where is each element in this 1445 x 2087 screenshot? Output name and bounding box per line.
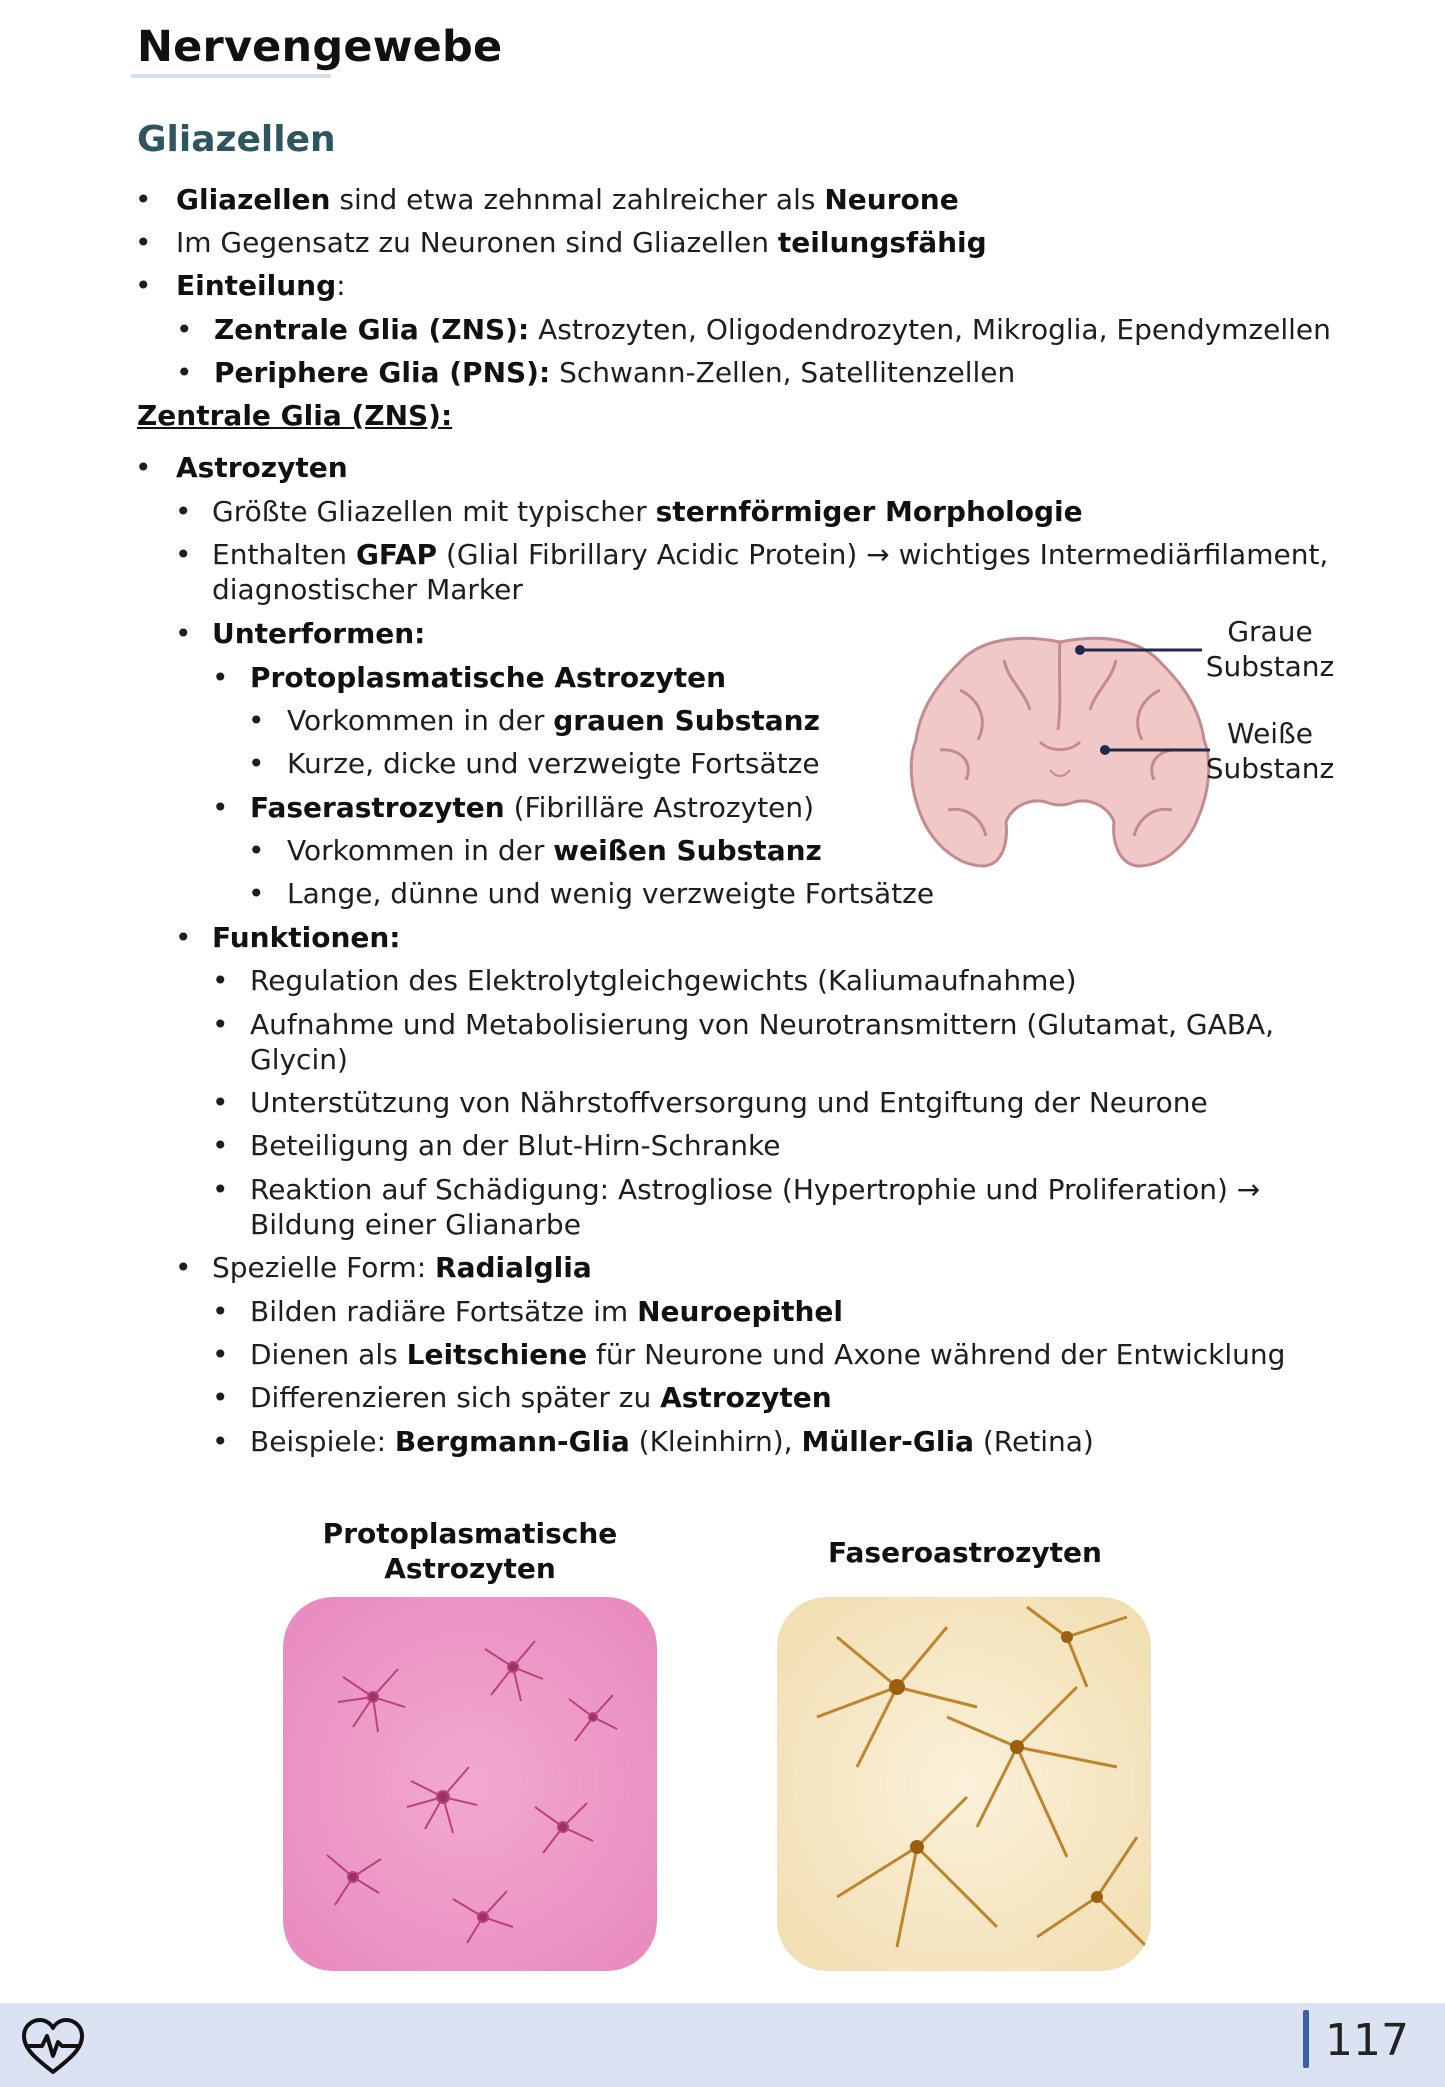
proto-item-2: Kurze, dicke und verzweigte Fortsätze (287, 747, 820, 780)
func-item: Beteiligung an der Blut-Hirn-Schranke (250, 1129, 781, 1162)
bullet: • (212, 661, 229, 694)
label-graue-substanz: Graue Substanz (1205, 615, 1335, 683)
bullet: • (135, 269, 152, 302)
bullet: • (135, 183, 152, 216)
proto-label: Protoplasmatische Astrozyten (250, 661, 726, 694)
label-weisse-substanz: Weiße Substanz (1205, 717, 1335, 785)
func-item-cont: Bildung einer Glianarbe (250, 1208, 581, 1241)
bullet: • (212, 1295, 229, 1328)
func-item: Aufnahme und Metabolisierung von Neurotransmittern (Glutamat, GABA, (250, 1008, 1275, 1041)
bullet: • (176, 313, 193, 346)
unterformen-label: Unterformen: (212, 617, 426, 650)
radial-item: Beispiele: Bergmann-Glia (Kleinhirn), Müller-Glia (Retina) (250, 1425, 1094, 1458)
caption-protoplasmatische: Protoplasmatische Astrozyten (322, 1517, 618, 1585)
bullet: • (135, 451, 152, 484)
subheading-zns: Zentrale Glia (ZNS): (137, 399, 453, 432)
caption-faseroastrozyten: Faseroastrozyten (828, 1536, 1102, 1569)
bullet: • (212, 1086, 229, 1119)
func-item-cont: Glycin) (250, 1043, 348, 1076)
intro-line-1: Gliazellen sind etwa zehnmal zahlreicher als Neurone (176, 183, 959, 216)
astro-title: Astrozyten (176, 451, 348, 484)
bullet: • (212, 1008, 229, 1041)
bullet: • (175, 495, 192, 528)
micrograph-protoplasmatische-astrozyten (283, 1597, 657, 1971)
bullet: • (135, 226, 152, 259)
intro-line-5: Periphere Glia (PNS): Schwann-Zellen, Satellitenzellen (214, 356, 1016, 389)
bullet: • (175, 921, 192, 954)
heart-pulse-icon (20, 2016, 86, 2076)
astro-line-2: Enthalten GFAP (Glial Fibrillary Acidic Protein) → wichtiges Intermediärfilament, (212, 538, 1329, 571)
bullet: • (212, 1173, 229, 1206)
footer-bar (0, 2003, 1445, 2087)
intro-line-3: Einteilung: (176, 269, 346, 302)
radial-item: Dienen als Leitschiene für Neurone und Axone während der Entwicklung (250, 1338, 1286, 1371)
bullet: • (212, 1129, 229, 1162)
intro-line-2: Im Gegensatz zu Neuronen sind Gliazellen teilungsfähig (176, 226, 987, 259)
faser-item-2: Lange, dünne und wenig verzweigte Fortsätze (287, 877, 935, 910)
faser-label: Faserastrozyten (Fibrilläre Astrozyten) (250, 791, 815, 824)
bullet: • (248, 747, 265, 780)
bullet: • (212, 1381, 229, 1414)
bullet: • (175, 538, 192, 571)
micrograph-faseroastrozyten (777, 1597, 1151, 1971)
astro-line-2b: diagnostischer Marker (212, 573, 523, 606)
faser-item-1: Vorkommen in der weißen Substanz (287, 834, 822, 867)
proto-item-1: Vorkommen in der grauen Substanz (287, 704, 820, 737)
bullet: • (175, 1251, 192, 1284)
radial-item: Differenzieren sich später zu Astrozyten (250, 1381, 832, 1414)
bullet: • (212, 1338, 229, 1371)
bullet: • (248, 877, 265, 910)
bullet: • (248, 704, 265, 737)
page-number-divider (1303, 2010, 1309, 2068)
brain-coronal-illustration (900, 630, 1220, 880)
func-item: Unterstützung von Nährstoffversorgung und Entgiftung der Neurone (250, 1086, 1208, 1119)
bullet: • (212, 964, 229, 997)
func-item: Regulation des Elektrolytgleichgewichts (Kaliumaufnahme) (250, 964, 1077, 997)
bullet: • (248, 834, 265, 867)
bullet: • (175, 617, 192, 650)
bullet: • (212, 791, 229, 824)
page-title: Nervengewebe (137, 22, 503, 72)
intro-line-4: Zentrale Glia (ZNS): Astrozyten, Oligodendrozyten, Mikroglia, Ependymzellen (214, 313, 1331, 346)
title-underline (131, 74, 331, 78)
radialglia-label: Spezielle Form: Radialglia (212, 1251, 592, 1284)
funktionen-label: Funktionen: (212, 921, 401, 954)
section-title: Gliazellen (137, 119, 336, 160)
func-item: Reaktion auf Schädigung: Astrogliose (Hypertrophie und Proliferation) → (250, 1173, 1261, 1206)
page-number: 117 (1325, 2015, 1409, 2066)
bullet: • (176, 356, 193, 389)
bullet: • (212, 1425, 229, 1458)
astro-line-1: Größte Gliazellen mit typischer sternförmiger Morphologie (212, 495, 1083, 528)
radial-item: Bilden radiäre Fortsätze im Neuroepithel (250, 1295, 844, 1328)
